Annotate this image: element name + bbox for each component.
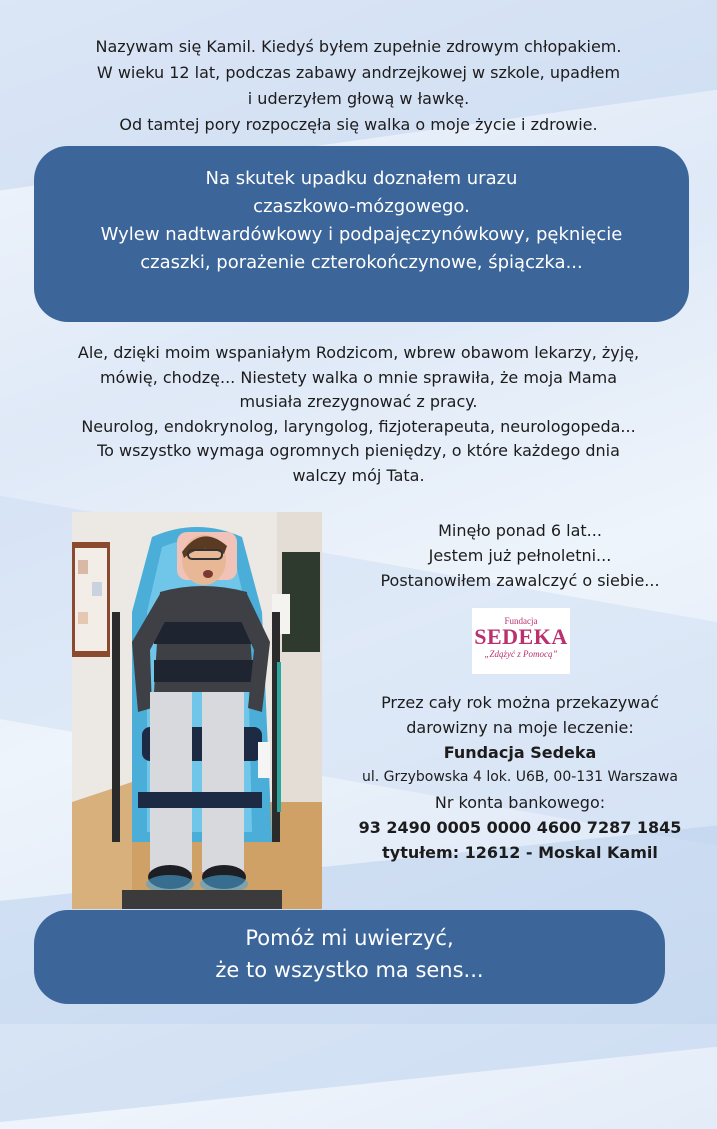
donation-line: darowizny na moje leczenie: [406, 718, 634, 737]
patient-photo [72, 512, 322, 909]
now-line: Minęło ponad 6 lat... [438, 521, 602, 540]
logo-small-text: Fundacja [504, 616, 538, 626]
intro-paragraph [0, 34, 717, 138]
donation-info [342, 690, 698, 865]
now-line: Jestem już pełnoletni... [428, 546, 612, 565]
diagnosis-line: czaszki, porażenie czterokończynowe, śpiączka... [140, 252, 583, 273]
intro-line: W wieku 12 lat, podczas zabawy andrzejkowej w szkole, upadłem [96, 63, 621, 82]
closing-line: Pomóż mi uwierzyć, [245, 926, 454, 950]
logo-tagline: „Zdążyć z Pomocą” [484, 649, 558, 659]
intro-line: Od tamtej pory rozpoczęła się walka o moje życie i zdrowie. [119, 115, 598, 134]
account-label: Nr konta bankowego: [434, 793, 606, 812]
closing-line: że to wszystko ma sens... [215, 958, 484, 982]
story-line: musiała zrezygnować z pracy. [239, 392, 478, 411]
now-paragraph [342, 518, 698, 593]
transfer-title: tytułem: 12612 - Moskal Kamil [382, 843, 658, 862]
foundation-address: ul. Grzybowska 4 lok. U6B, 00-131 Warszawa [361, 769, 679, 785]
closing-box [34, 910, 665, 1004]
story-line: mówię, chodzę... Niestety walka o mnie sprawiła, że moja Mama [99, 367, 618, 387]
diagnosis-line: Na skutek upadku doznałem urazu [205, 168, 518, 189]
logo-name: SEDEKA [474, 624, 568, 649]
story-line: Neurolog, endokrynolog, laryngolog, fizjoterapeuta, neurologopeda... [81, 416, 636, 436]
story-paragraph [0, 341, 717, 488]
story-line: To wszystko wymaga ogromnych pieniędzy, o które każdego dnia [97, 441, 620, 460]
diagnosis-line: czaszkowo-mózgowego. [253, 196, 470, 217]
story-line: Ale, dzięki moim wspaniałym Rodzicom, wbrew obawom lekarzy, żyję, [77, 343, 640, 362]
donation-line: Przez cały rok można przekazywać [381, 693, 659, 712]
foundation-name: Fundacja Sedeka [443, 743, 597, 762]
story-line: walczy mój Tata. [292, 465, 425, 485]
sedeka-logo [472, 608, 570, 674]
diagnosis-line: Wylew nadtwardówkowy i podpajęczynówkowy, pęknięcie [100, 224, 623, 245]
intro-line: i uderzyłem głową w ławkę. [247, 89, 470, 108]
diagnosis-box [34, 146, 689, 322]
now-line: Postanowiłem zawalczyć o siebie... [380, 571, 660, 590]
intro-line: Nazywam się Kamil. Kiedyś byłem zupełnie zdrowym chłopakiem. [95, 37, 622, 56]
bank-account-number: 93 2490 0005 0000 4600 7287 1845 [358, 818, 682, 837]
